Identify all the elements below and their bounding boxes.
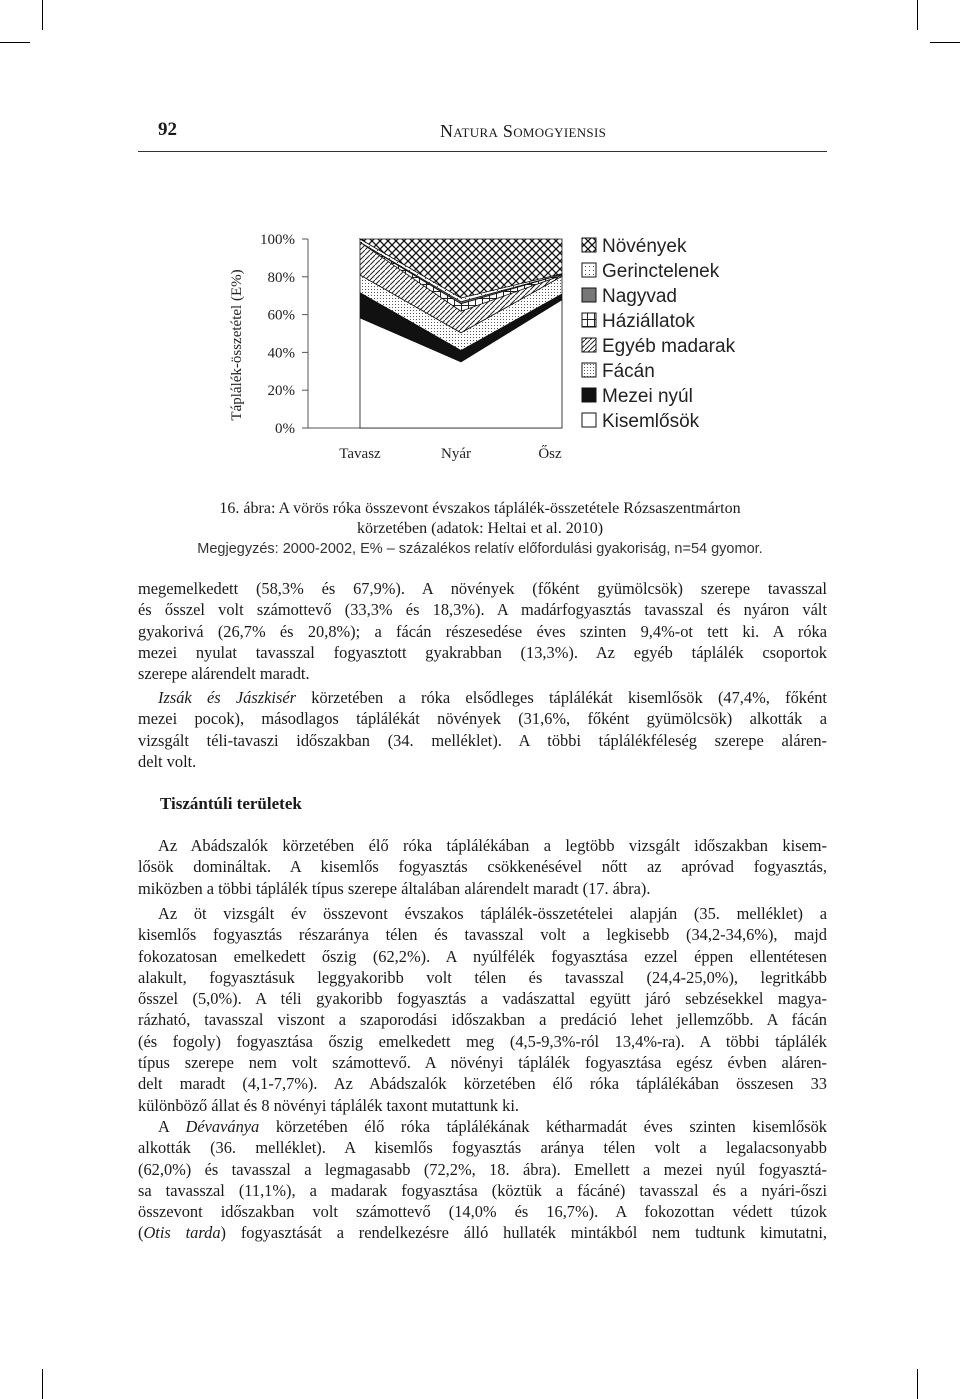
text-line: delt volt. [138, 751, 197, 771]
page-number: 92 [158, 119, 177, 140]
crop-mark [917, 1369, 918, 1399]
text-line: rázható, tavasszal viszont a szaporodási időszakban a predáció lehet jellemzőbb. A fácán [138, 1010, 827, 1030]
legend-swatch-egyeb-madarak [582, 338, 596, 352]
crop-mark [42, 1369, 43, 1399]
legend-label-haziallatok: Háziállatok [602, 311, 695, 332]
journal-title: Natura Somogyiensis [440, 121, 607, 141]
header-rule [138, 151, 827, 152]
text-line: ősszel (5,0%). A téli gyakoribb fogyasztás a vadászattal együtt járó sebzésekkel magya- [138, 989, 827, 1009]
text-line: összevont időszakban volt számottevő (14,0% és 16,7%). A fokozottan védett túzok [138, 1202, 827, 1222]
text-line: (62,0%) és tavasszal a legmagasabb (72,2%, 18. ábra). Emellett a mezei nyúl fogyasztá- [138, 1159, 827, 1179]
text-line: fokozatosan emelkedett őszig (62,2%). A nyúlfélék fogyasztása ezzel éppen ellentétesen [138, 946, 827, 966]
x-tick-label: Ősz [538, 446, 562, 462]
text-line: Izsák és Jászkisér körzetében a róka elsődleges táplálékát kisemlősök (47,4%, főként [158, 688, 827, 707]
legend-swatch-kisemlosok [582, 413, 596, 427]
crop-mark [930, 42, 960, 43]
figure-note: Megjegyzés: 2000-2002, E% – százalékos relatív előfordulási gyakoriság, n=54 gyomor. [197, 541, 763, 557]
text-line: alakult, fogyasztásuk leggyakoribb volt télen és tavasszal (24,4-25,0%), legritkább [138, 967, 827, 987]
y-tick-label: 100% [260, 232, 295, 248]
crop-mark [42, 0, 43, 30]
y-tick-label: 60% [267, 307, 295, 324]
paragraph-1 [138, 578, 827, 684]
text-line: A Dévaványa körzetében élő róka táplálékának kétharmadát éves szinten kisemlősök [158, 1117, 828, 1136]
x-tick-label: Tavasz [339, 446, 381, 462]
text-line: mezei pocok), másodlagos táplálékát növények (31,6%, főként gyümölcsök) alkották a [138, 709, 827, 729]
x-tick-label: Nyár [441, 446, 471, 462]
legend-label-gerinctelenek: Gerinctelenek [602, 261, 720, 282]
legend-swatch-gerinctelenek [582, 263, 596, 277]
legend-swatch-mezei-nyul [582, 388, 596, 402]
paragraph-5 [138, 1116, 827, 1244]
text-line: szerepe alárendelt maradt. [138, 664, 310, 684]
paragraph-2 [138, 687, 827, 772]
paragraph-3 [138, 835, 827, 899]
legend-swatch-novenyek [582, 238, 596, 252]
text-line: megemelkedett (58,3% és 67,9%). A növények (főként gyümölcsök) szerepe tavasszal [138, 579, 827, 598]
legend-label-egyeb-madarak: Egyéb madarak [602, 336, 736, 357]
y-tick-label: 40% [267, 345, 295, 362]
text-line: és ősszel volt számottevő (33,3% és 18,3%). A madárfogyasztás tavasszal és nyáron vált [138, 600, 827, 620]
text-line: (és fogoly) fogyasztása őszig emelkedett meg (4,5-9,3%-ról 13,4%-ra). A többi táplálék [138, 1031, 827, 1051]
y-tick-label: 20% [267, 383, 295, 400]
italic-term: Otis tarda [143, 1223, 221, 1243]
legend-label-kisemlosok: Kisemlősök [602, 411, 700, 432]
legend-swatch-nagyvad [582, 288, 596, 302]
figure-caption-line-2: körzetében (adatok: Heltai et al. 2010) [356, 520, 604, 537]
text-line: Az Abádszalók körzetében élő róka táplálékában a legtöbb vizsgált időszakban kisem- [158, 836, 827, 855]
legend-label-novenyek: Növények [602, 236, 687, 257]
crop-mark [0, 42, 30, 43]
italic-term: Dévaványa [185, 1117, 260, 1136]
legend-label-mezei-nyul: Mezei nyúl [602, 386, 693, 407]
section-heading: Tiszántúli területek [160, 794, 302, 813]
text-line: gyakorivá (26,7% és 20,8%); a fácán részesedése éves szinten 9,4%-ot tett ki. A róka [138, 621, 827, 641]
text-line: lősök domináltak. A kisemlős fogyasztás csökkenésével nőtt az apróvad fogyasztás, [138, 857, 827, 877]
text-line: (Otis tarda) fogyasztását a rendelkezésre álló hullaték mintákból nem tudtunk kimutatni, [138, 1223, 827, 1243]
text-line: kisemlős fogyasztás részaránya télen és tavasszal volt a legkisebb (34,2-34,6%), majd [138, 925, 827, 945]
text-line: alkották (36. melléklet). A kisemlős fogyasztás aránya télen volt a legalacsonyabb [138, 1138, 827, 1158]
text-line: Az öt vizsgált év összevont évszakos táplálék-összetételei alapján (35. melléklet) a [158, 904, 827, 923]
legend-label-facan: Fácán [602, 361, 655, 382]
legend-label-nagyvad: Nagyvad [602, 286, 677, 307]
y-tick-label: 80% [267, 269, 295, 286]
text-line: vizsgált téli-tavaszi időszakban (34. melléklet). A többi táplálékféleség szerepe aláren- [138, 730, 827, 750]
text-line: miközben a többi táplálék típus szerepe általában alárendelt maradt (17. ábra). [138, 878, 651, 898]
stacked-area-chart [220, 225, 760, 470]
text-line: mezei nyulat tavasszal fogyasztott gyakrabban (13,3%). Az egyéb táplálék csoportok [138, 642, 827, 662]
figure-caption-line-1: 16. ábra: A vörös róka összevont évszakos táplálék-összetétele Rózsaszentmárton [219, 500, 741, 517]
text-line: típus szerepe nem volt számottevő. A növényi táplálék fogyasztása egész évben aláren- [138, 1053, 827, 1073]
text-line: sa tavasszal (11,1%), a madarak fogyasztása (köztük a fácáné) tavasszal és a nyári-őszi [138, 1180, 827, 1200]
y-tick-label: 0% [275, 421, 295, 437]
italic-term: Izsák és Jászkisér [158, 688, 296, 707]
legend-swatch-facan [582, 363, 596, 377]
legend-swatch-haziallatok [582, 313, 596, 327]
paragraph-4 [138, 903, 827, 1116]
text-line: különböző állat és 8 növényi táplálék taxont mutattunk ki. [138, 1095, 520, 1115]
y-axis-label: Táplálék-összetétel (E%) [229, 269, 245, 421]
crop-mark [917, 0, 918, 30]
text-line: delt maradt (4,1-7,7%). Az Abádszalók körzetében élő róka táplálékában összesen 33 [138, 1074, 827, 1094]
